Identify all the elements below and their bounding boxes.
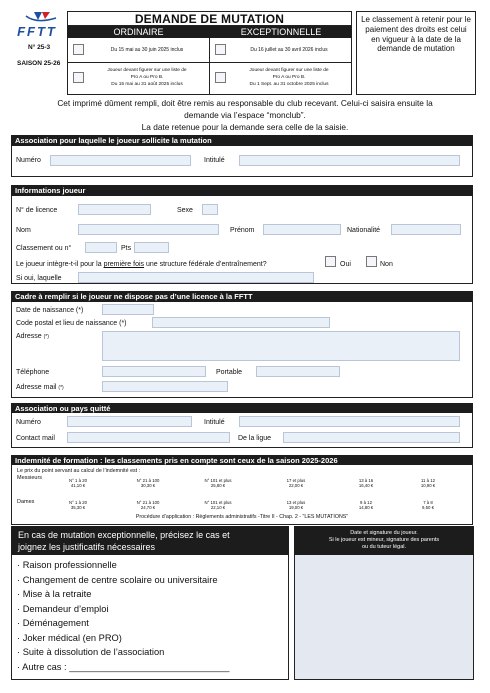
column-header-exceptionnelle: EXCEPTIONNELLE bbox=[210, 26, 352, 38]
bullet-icon: · bbox=[17, 661, 23, 672]
no-licence-section-title: Cadre à remplir si le joueur ne dispose pas d’une licence à la FFTT bbox=[11, 291, 473, 302]
dames-range-label: 7 à 8 bbox=[423, 500, 433, 505]
column-divider bbox=[209, 38, 210, 95]
exceptional-case-label: Mise à la retraite bbox=[22, 589, 92, 599]
oui-checkbox[interactable] bbox=[325, 256, 336, 267]
nationalite-label: Nationalité bbox=[347, 227, 381, 234]
bullet-icon: · bbox=[17, 574, 23, 585]
signature-line1: Date et signature du joueur. bbox=[350, 530, 418, 536]
exceptional-case-label: Raison professionnelle bbox=[22, 560, 117, 570]
dames-range-label: N° 101 et plus bbox=[204, 500, 232, 505]
dames-range-label: N° 21 à 100 bbox=[136, 500, 160, 505]
previous-club-contact-label: Contact mail bbox=[16, 435, 55, 442]
intro-line1: Cet imprimé dûment rempli, doit être remis au responsable du club recevant. Celui-ci saisira ensuite la bbox=[57, 98, 433, 108]
dames-price-cell bbox=[120, 500, 176, 511]
oui-label: Oui bbox=[340, 261, 351, 268]
structure-question: Le joueur intègre-t-il pour la première fois une structure fédérale d’entraînement? bbox=[16, 261, 267, 268]
exceptional-case-item bbox=[17, 589, 285, 604]
laquelle-label: Si oui, laquelle bbox=[16, 275, 62, 282]
exceptional-case-item bbox=[17, 633, 285, 648]
bullet-icon: · bbox=[17, 589, 23, 599]
prenom-label: Prénom bbox=[230, 227, 255, 234]
previous-club-intitule-field[interactable] bbox=[239, 416, 460, 427]
bullet-icon: · bbox=[17, 647, 23, 657]
birthdate-label: Date de naissance (*) bbox=[16, 307, 84, 314]
exceptional-case-label: Demandeur d’emploi bbox=[22, 603, 109, 614]
previous-club-intitule-label: Intitulé bbox=[204, 419, 225, 426]
dames-price-value: 24,70 € bbox=[140, 505, 156, 511]
dames-price-cell bbox=[268, 500, 324, 511]
messieurs-price-value: 16,40 € bbox=[358, 483, 374, 489]
non-checkbox[interactable] bbox=[366, 256, 377, 267]
season-label: SAISON 25-26 bbox=[17, 60, 61, 67]
exceptional-case-label: Déménagement bbox=[22, 618, 89, 628]
dames-price-value: 22,10 € bbox=[210, 505, 226, 511]
dames-range-label: 13 et plus bbox=[286, 500, 306, 505]
row-divider bbox=[67, 62, 352, 63]
messieurs-range-label: 11 à 12 bbox=[420, 478, 436, 483]
ordinary-pro-checkbox[interactable] bbox=[73, 72, 84, 83]
exceptional-case-label: Joker médical (en PRO) bbox=[22, 632, 122, 643]
dames-label: Dames bbox=[17, 499, 35, 505]
messieurs-range-label: N° 1 à 20 bbox=[69, 478, 87, 483]
intro-line3: La date retenue pour la demande sera celle de la saisie. bbox=[141, 122, 349, 132]
exceptional-case-label: Suite à dissolution de l’association bbox=[22, 647, 165, 657]
dames-price-value: 9,50 € bbox=[422, 505, 434, 511]
laquelle-field[interactable] bbox=[78, 272, 314, 283]
dames-range-label: 9 à 12 bbox=[360, 500, 372, 505]
messieurs-price-cell bbox=[400, 478, 456, 489]
signature-line3: ou du tuteur légal. bbox=[361, 544, 407, 550]
messieurs-price-cell bbox=[268, 478, 324, 489]
messieurs-range-label: 13 à 16 bbox=[358, 478, 374, 483]
exceptional-pro-line3: Du 1 Sept. au 31 octobre 2025 inclus bbox=[249, 82, 329, 87]
procedure-note: Procédure d’application : Règlements administratifs -Titre II - Chap. 2 - "LES MUTATIONS" bbox=[135, 514, 349, 520]
birthplace-label: Code postal et lieu de naissance (*) bbox=[16, 320, 127, 327]
logo-text: FFTT bbox=[17, 24, 57, 39]
exceptional-cases-list bbox=[17, 560, 285, 676]
messieurs-label: Messieurs bbox=[17, 475, 43, 481]
messieurs-price-cell bbox=[338, 478, 394, 489]
intro-line2: demande via l’espace “monclub”. bbox=[184, 110, 306, 120]
messieurs-range-label: N° 21 à 100 bbox=[136, 478, 160, 483]
dames-price-cell bbox=[400, 500, 456, 511]
portable-label: Portable bbox=[216, 369, 243, 376]
dames-price-cell bbox=[50, 500, 106, 511]
column-header-ordinaire: ORDINAIRE bbox=[67, 26, 210, 38]
dames-price-cell bbox=[338, 500, 394, 511]
messieurs-price-value: 25,80 € bbox=[210, 483, 226, 489]
exceptional-pro-line2: Pro A ou Pro B. bbox=[272, 75, 306, 80]
previous-club-numero-label: Numéro bbox=[16, 419, 41, 426]
indemnity-subtitle: Le prix du point servant au calcul de l’indemnité est : bbox=[17, 468, 141, 474]
exceptional-case-item bbox=[17, 575, 285, 590]
exceptional-case-item bbox=[17, 647, 285, 662]
exceptional-case-item bbox=[17, 560, 285, 575]
association-numero-field[interactable] bbox=[50, 155, 191, 166]
ranking-note: Le classement à retenir pour le paiement des droits est celui en vigueur à la date de la demande de mutation bbox=[361, 15, 471, 54]
pts-field[interactable] bbox=[134, 242, 169, 253]
exceptional-case-item bbox=[17, 662, 285, 677]
sexe-label: Sexe bbox=[177, 207, 193, 214]
form-title: DEMANDE DE MUTATION bbox=[134, 12, 285, 26]
telephone-field[interactable] bbox=[102, 366, 206, 377]
previous-club-ligue-field[interactable] bbox=[283, 432, 460, 443]
non-label: Non bbox=[380, 261, 393, 268]
licence-field[interactable] bbox=[78, 204, 151, 215]
classement-field[interactable] bbox=[85, 242, 117, 253]
exceptional-case-item bbox=[17, 604, 285, 619]
ordinary-period-label: Du 15 mai au 30 juin 2025 inclus bbox=[110, 47, 184, 53]
indemnity-section-title: Indemnité de formation : les classements pris en compte sont ceux de la saison 2025-2026 bbox=[11, 455, 473, 465]
messieurs-price-cell bbox=[190, 478, 246, 489]
dames-price-cell bbox=[190, 500, 246, 511]
association-intitule-label: Intitulé bbox=[204, 157, 225, 164]
association-intitule-field[interactable] bbox=[239, 155, 460, 166]
messieurs-price-value: 22,00 € bbox=[288, 483, 304, 489]
pts-label: Pts bbox=[121, 245, 132, 252]
form-number: N° 25-3 bbox=[28, 44, 51, 51]
exceptional-case-label: Autre cas : _______________________________ bbox=[22, 661, 230, 672]
association-numero-label: Numéro bbox=[16, 157, 41, 164]
birthplace-field[interactable] bbox=[152, 317, 330, 328]
exceptional-case-label: Changement de centre scolaire ou universitaire bbox=[22, 574, 218, 585]
messieurs-range-label: N° 101 et plus bbox=[204, 478, 232, 483]
nom-field[interactable] bbox=[78, 224, 219, 235]
previous-club-numero-field[interactable] bbox=[67, 416, 192, 427]
dames-range-label: N° 1 à 20 bbox=[69, 500, 87, 505]
signature-line2: Si le joueur est mineur, signature des parents bbox=[328, 537, 440, 543]
address-label: Adresse (*) bbox=[16, 333, 49, 340]
messieurs-price-value: 41,10 € bbox=[70, 483, 86, 489]
email-label: Adresse mail (*) bbox=[16, 384, 64, 391]
nom-label: Nom bbox=[16, 227, 31, 234]
classement-label: Classement ou n° bbox=[16, 245, 72, 252]
nationalite-field[interactable] bbox=[391, 224, 461, 235]
player-section-title: Informations joueur bbox=[11, 185, 473, 196]
email-field[interactable] bbox=[102, 381, 228, 392]
ordinary-pro-line2: Pro A ou Pro B. bbox=[130, 75, 164, 80]
previous-club-contact-field[interactable] bbox=[67, 432, 230, 443]
address-field[interactable] bbox=[102, 331, 460, 361]
exceptional-case-item bbox=[17, 618, 285, 633]
dames-price-value: 14,80 € bbox=[358, 505, 374, 511]
exceptional-period-checkbox[interactable] bbox=[215, 44, 226, 55]
dames-price-value: 19,00 € bbox=[288, 505, 304, 511]
exceptional-cases-title-line2: joignez les justificatifs nécessaires bbox=[18, 542, 156, 552]
exceptional-period-label: Du 16 juillet au 30 avril 2026 inclus bbox=[250, 47, 328, 53]
bullet-icon: · bbox=[17, 632, 23, 643]
messieurs-range-label: 17 et plus bbox=[286, 478, 306, 483]
association-section-title: Association pour laquelle le joueur sollicite la mutation bbox=[11, 135, 473, 146]
portable-field[interactable] bbox=[256, 366, 340, 377]
exceptional-pro-checkbox[interactable] bbox=[215, 72, 226, 83]
bullet-icon: · bbox=[17, 560, 23, 570]
exceptional-cases-title-line1: En cas de mutation exceptionnelle, précisez le cas et bbox=[18, 530, 230, 540]
messieurs-price-value: 30,30 € bbox=[140, 483, 156, 489]
prenom-field[interactable] bbox=[263, 224, 341, 235]
ordinary-pro-line3: Du 15 mai au 31 août 2025 inclus bbox=[111, 82, 183, 87]
exceptional-pro-line1: Joueur devant figurer sur une liste de bbox=[249, 68, 329, 73]
bullet-icon: · bbox=[17, 618, 23, 628]
previous-club-section-title: Association ou pays quitté bbox=[11, 403, 473, 413]
messieurs-price-cell bbox=[50, 478, 106, 489]
telephone-label: Téléphone bbox=[16, 369, 50, 376]
licence-label: N° de licence bbox=[16, 207, 58, 214]
messieurs-price-cell bbox=[120, 478, 176, 489]
birthdate-field[interactable] bbox=[102, 304, 154, 315]
messieurs-price-value: 10,90 € bbox=[420, 483, 436, 489]
dames-price-value: 35,30 € bbox=[70, 505, 86, 511]
previous-club-ligue-label: De la ligue bbox=[238, 435, 272, 442]
sexe-field[interactable] bbox=[202, 204, 218, 215]
ordinary-period-checkbox[interactable] bbox=[73, 44, 84, 55]
bullet-icon: · bbox=[17, 603, 23, 614]
ordinary-pro-line1: Joueur devant figurer sur une liste de bbox=[107, 68, 187, 73]
